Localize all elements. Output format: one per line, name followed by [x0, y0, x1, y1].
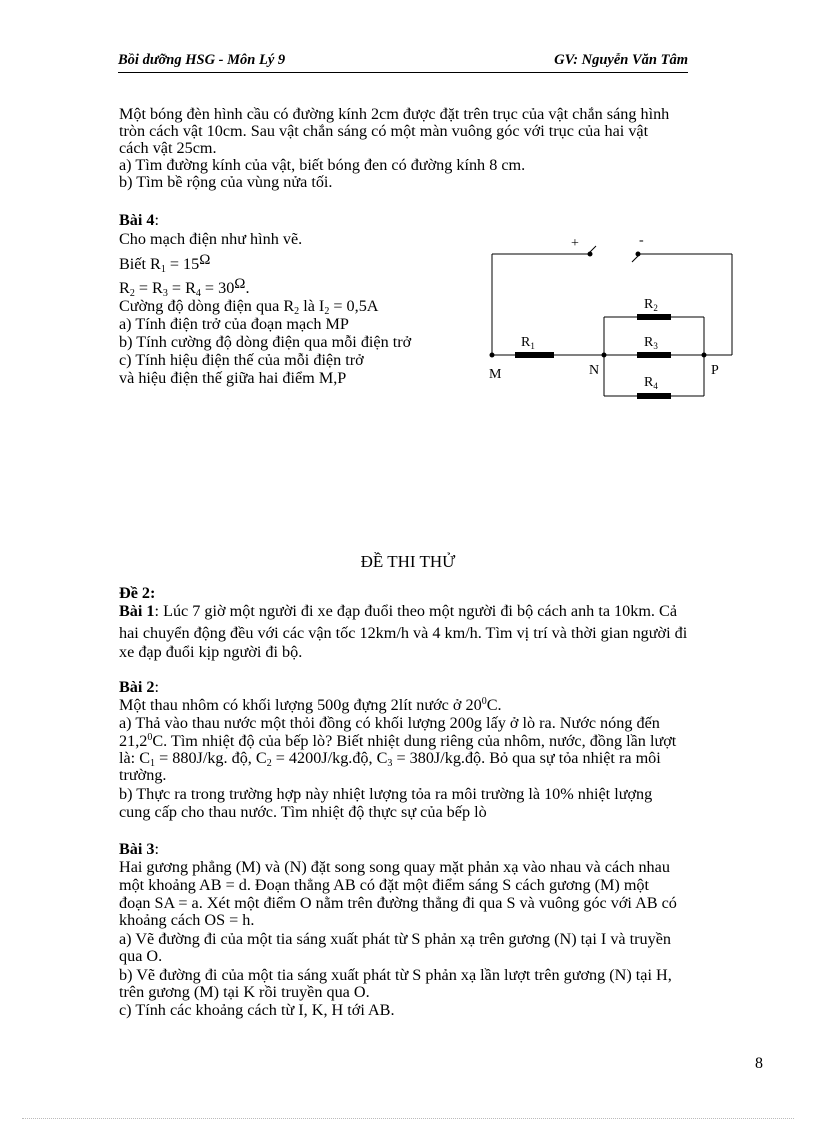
section-title: ĐỀ THI THỬ: [360, 552, 456, 571]
bai3-line-4: khoảng cách OS = h.: [119, 911, 255, 929]
bai1-line-2: hai chuyển động đều với các vận tốc 12km/h và 4 km/h. Tìm vị trí và thời gian người đi: [119, 624, 688, 642]
intro-line-1: Một bóng đèn hình cầu có đường kính 2cm được đặt trên trục của vật chắn sáng hình: [119, 105, 670, 123]
bai4-l3-s2: 2: [129, 288, 135, 299]
bai4-l4-s2: 2: [324, 306, 330, 317]
bai2-l4-c: = 4200J/kg.độ, C: [271, 749, 388, 767]
bai3-colon: :: [154, 840, 160, 858]
page-number: 8: [755, 1055, 763, 1072]
bai2-line-3: [119, 733, 676, 749]
label-r1-letter: R: [521, 335, 531, 350]
bai3-line-6: qua O.: [119, 947, 163, 965]
bai2-l4-s2: 2: [266, 758, 272, 769]
bai4-l3-val: = 30: [200, 279, 235, 297]
label-r2-sub: 2: [653, 303, 658, 313]
switch-terminal-minus: [636, 252, 641, 257]
bai2-l4-s3: 3: [387, 758, 393, 769]
bai2-l1-deg: 0: [481, 696, 487, 707]
bai2-label: Bài 2: [119, 678, 155, 696]
bai4-l3-end: .: [245, 279, 250, 297]
bai1-line-1: [119, 603, 677, 619]
bai2-line-2: a) Thả vào thau nước một thỏi đồng có khối lượng 200g lấy ở lò ra. Nước nóng đến: [119, 714, 660, 732]
header-left: Bồi dưỡng HSG - Môn Lý 9: [118, 52, 286, 68]
label-r3: [644, 335, 658, 351]
bai4-l4-pre: Cường độ dòng điện qua R: [119, 297, 295, 315]
label-r1-sub: 1: [530, 341, 535, 351]
bai4-colon: :: [154, 211, 160, 229]
bai2-l3-pre: 21,2: [119, 732, 148, 750]
bai4-question-c1: c) Tính hiệu điện thế của mỗi điện trở: [119, 351, 364, 369]
label-p: P: [711, 363, 719, 378]
bai4-l3-s3: 3: [162, 288, 168, 299]
label-m: M: [489, 367, 502, 382]
bai2-l3-post: C. Tìm nhiệt độ của bếp lò? Biết nhiệt dung riêng của nhôm, nước, đồng lần lượt: [152, 732, 677, 750]
bai4-l3-s4: 4: [195, 288, 201, 299]
bai4-l2-pre: Biết R: [119, 255, 161, 273]
bai3-line-1: Hai gương phẳng (M) và (N) đặt song song quay mặt phản xạ vào nhau và cách nhau: [119, 858, 670, 876]
page-header: [118, 50, 688, 73]
bai4-question-c2: và hiệu điện thế giữa hai điểm M,P: [119, 369, 347, 387]
label-r1: [521, 335, 535, 351]
bai4-line-2: [119, 252, 211, 275]
bai2-line-6: b) Thực ra trong trường hợp này nhiệt lượng tỏa ra môi trường là 10% nhiệt lượng: [119, 785, 653, 803]
bai4-question-b: b) Tính cường độ dòng điện qua mỗi điện trở: [119, 333, 412, 351]
header-right: GV: Nguyễn Văn Tâm: [554, 52, 688, 68]
label-r3-letter: R: [644, 335, 654, 350]
bai2-line-5: trường.: [119, 766, 167, 784]
bai4-line-1: Cho mạch điện như hình vẽ.: [119, 230, 303, 248]
bai1-l1: : Lúc 7 giờ một người đi xe đạp đuổi theo một người đi bộ cách anh ta 10km. Cả: [154, 602, 678, 620]
intro-question-b: b) Tìm bề rộng của vùng nửa tối.: [119, 173, 333, 191]
bai2-l4-s1: 1: [150, 758, 156, 769]
ohm-symbol-2: Ω: [234, 276, 246, 292]
label-r3-sub: 3: [653, 341, 658, 351]
switch-terminal-plus: [588, 252, 593, 257]
label-r2: [644, 297, 658, 313]
circuit-svg: [470, 226, 740, 406]
bai2-l4-d: = 380J/kg.độ. Bỏ qua sự tỏa nhiệt ra môi: [392, 749, 661, 767]
bai3-line-9: c) Tính các khoảng cách từ I, K, H tới AB.: [119, 1001, 395, 1019]
bai2-line-4: [119, 749, 661, 769]
label-minus: -: [639, 233, 644, 248]
bai4-l2-post: = 15: [165, 255, 200, 273]
bai3-line-8: trên gương (M) tại K rồi truyền qua O.: [119, 983, 370, 1001]
bai4-line-3: [119, 276, 250, 299]
bai2-colon: :: [154, 678, 160, 696]
bai3-heading: [119, 841, 159, 857]
bai3-line-5: a) Vẽ đường đi của một tia sáng xuất phát từ S phản xạ trên gương (N) tại I và truyền: [119, 930, 672, 948]
label-r4-letter: R: [644, 375, 654, 390]
bai4-question-a: a) Tính điện trở của đoạn mạch MP: [119, 315, 349, 333]
bai1-line-3: xe đạp đuổi kịp người đi bộ.: [119, 643, 303, 661]
label-r4-sub: 4: [653, 381, 658, 391]
node-m: [490, 353, 495, 358]
intro-question-a: a) Tìm đường kính của vật, biết bóng đen có đường kính 8 cm.: [119, 156, 526, 174]
bai3-line-7: b) Vẽ đường đi của một tia sáng xuất phát từ S phản xạ lần lượt trên gương (N) tại H,: [119, 966, 672, 984]
bai4-label: Bài 4: [119, 211, 155, 229]
label-r4: [644, 375, 658, 391]
bai2-heading: [119, 679, 159, 695]
label-r2-letter: R: [644, 297, 654, 312]
bai2-l3-deg: 0: [147, 732, 153, 743]
bai2-l4-b: = 880J/kg. độ, C: [155, 749, 267, 767]
bai4-heading: [119, 212, 159, 228]
bai4-l3-r2: R: [119, 279, 130, 297]
resistor-r3: [637, 352, 671, 358]
node-n: [602, 353, 607, 358]
node-p: [702, 353, 707, 358]
label-plus: +: [571, 236, 579, 251]
intro-line-3: cách vật 25cm.: [119, 139, 217, 157]
bai3-label: Bài 3: [119, 840, 155, 858]
bai2-line-7: cung cấp cho thau nước. Tìm nhiệt độ thực sự của bếp lò: [119, 803, 487, 821]
bai4-l4-s1: 2: [294, 306, 300, 317]
bai4-l4-post: = 0,5A: [329, 297, 379, 315]
bai4-line-4: [119, 297, 379, 317]
label-n: N: [589, 363, 600, 378]
bai2-l1-pre: Một thau nhôm có khối lượng 500g đựng 2lít nước ở 20: [119, 696, 482, 714]
resistor-r1: [515, 352, 554, 358]
bai4-l2-sub: 1: [160, 264, 166, 275]
bai2-l4-a: là: C: [119, 749, 151, 767]
bai4-l3-r3: = R: [134, 279, 163, 297]
bai3-line-3: đoạn SA = a. Xét một điểm O nằm trên đường thẳng đi qua S và vuông góc với AB có: [119, 894, 677, 912]
bai4-l3-r4: = R: [167, 279, 196, 297]
de2-heading: Đề 2:: [119, 584, 156, 602]
bai2-line-1: [119, 697, 502, 713]
bai2-l1-post: C.: [486, 696, 502, 714]
page-bottom-rule: [22, 1118, 794, 1119]
bai3-line-2: một khoảng AB = d. Đoạn thẳng AB có đặt một điểm sáng S cách gương (M) một: [119, 876, 650, 894]
resistor-r2: [637, 314, 671, 320]
resistor-r4: [637, 393, 671, 399]
ohm-symbol: Ω: [199, 252, 211, 268]
bai1-label: Bài 1: [119, 602, 155, 620]
bai4-l4-mid: là I: [299, 297, 325, 315]
intro-line-2: tròn cách vật 10cm. Sau vật chắn sáng có một màn vuông góc với trục của hai vật: [119, 122, 649, 140]
circuit-diagram: [470, 226, 740, 406]
